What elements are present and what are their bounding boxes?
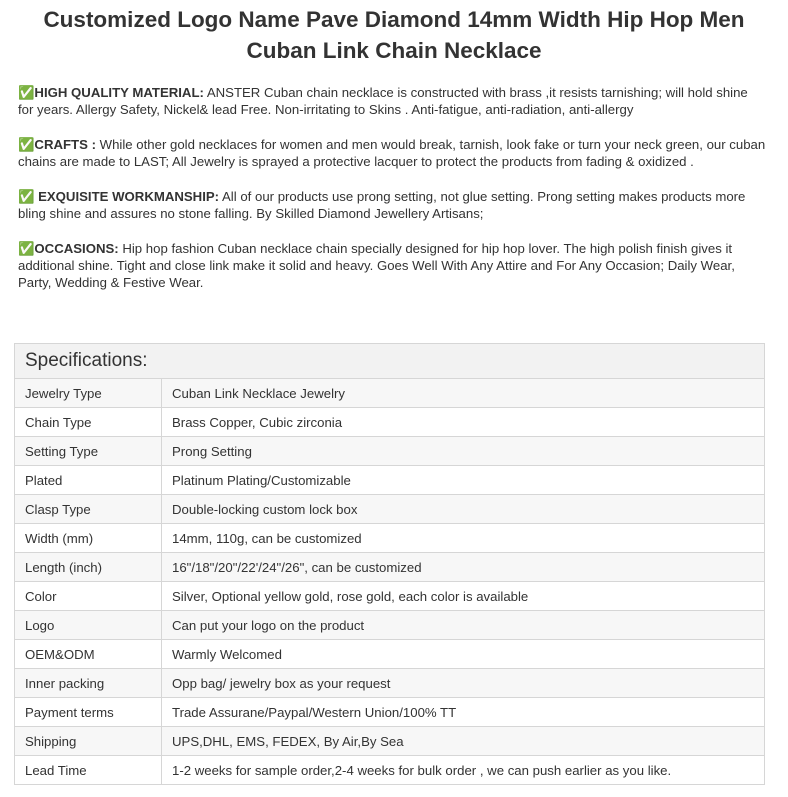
feature-item	[18, 136, 766, 170]
spec-table	[15, 379, 764, 784]
table-row	[15, 495, 764, 524]
spec-value: Platinum Plating/Customizable	[162, 466, 765, 495]
spec-key: Lead Time	[15, 756, 162, 785]
spec-value: UPS,DHL, EMS, FEDEX, By Air,By Sea	[162, 727, 765, 756]
table-row	[15, 437, 764, 466]
spec-key: Clasp Type	[15, 495, 162, 524]
spec-value: 1-2 weeks for sample order,2-4 weeks for bulk order , we can push earlier as you like.	[162, 756, 765, 785]
feature-heading: HIGH QUALITY MATERIAL:	[34, 85, 204, 100]
spec-key: Color	[15, 582, 162, 611]
feature-text: While other gold necklaces for women and men would break, tarnish, look fake or turn your neck green, our cuban chains are made to LAST; All Jewelry is sprayed a protective lacquer to protect the products from fading & oxidized .	[18, 137, 766, 169]
feature-text: ANSTER Cuban chain necklace is constructed with brass ,it resists tarnishing; will hold shine for years. Allergy Safety, Nickel& lead Free. Non-irritating to Skins . Anti-fatigue, anti-radiation, anti-allergy	[18, 85, 748, 117]
product-title: Customized Logo Name Pave Diamond 14mm Width Hip Hop Men Cuban Link Chain Necklace	[43, 7, 745, 63]
spec-key: Setting Type	[15, 437, 162, 466]
table-row	[15, 727, 764, 756]
feature-heading: EXQUISITE WORKMANSHIP:	[34, 189, 220, 204]
feature-text: Hip hop fashion Cuban necklace chain specially designed for hip hop lover. The high polish finish gives it additional shine. Tight and close link make it solid and heavy. Goes Well With Any Attire and For Any Occasion; Daily Wear, Party, Wedding & Festive Wear.	[18, 241, 735, 290]
table-row	[15, 582, 764, 611]
spec-key: Length (inch)	[15, 553, 162, 582]
feature-list	[18, 84, 766, 291]
spec-value: 14mm, 110g, can be customized	[162, 524, 765, 553]
spec-value: Silver, Optional yellow gold, rose gold, each color is available	[162, 582, 765, 611]
spec-value: Trade Assurane/Paypal/Western Union/100% TT	[162, 698, 765, 727]
table-row	[15, 669, 764, 698]
spec-value: Prong Setting	[162, 437, 765, 466]
feature-item	[18, 240, 766, 291]
spec-key: Width (mm)	[15, 524, 162, 553]
spec-key: Chain Type	[15, 408, 162, 437]
spec-key: Jewelry Type	[15, 379, 162, 408]
check-icon: ✅	[18, 241, 35, 256]
table-row	[15, 553, 764, 582]
feature-item	[18, 84, 766, 118]
spec-value: 16"/18"/20"/22'/24"/26", can be customized	[162, 553, 765, 582]
check-icon: ✅	[18, 137, 35, 152]
feature-item	[18, 188, 766, 222]
table-row	[15, 698, 764, 727]
table-row	[15, 379, 764, 408]
spec-key: Shipping	[15, 727, 162, 756]
check-icon: ✅	[18, 85, 35, 100]
spec-key: OEM&ODM	[15, 640, 162, 669]
feature-text: All of our products use prong setting, not glue setting. Prong setting makes products more bling shine and assures no stone falling. By Skilled Diamond Jewellery Artisans;	[18, 189, 746, 221]
spec-value: Cuban Link Necklace Jewelry	[162, 379, 765, 408]
spec-value: Warmly Welcomed	[162, 640, 765, 669]
table-row	[15, 756, 764, 785]
spec-value: Double-locking custom lock box	[162, 495, 765, 524]
table-row	[15, 524, 764, 553]
table-row	[15, 640, 764, 669]
spec-key: Payment terms	[15, 698, 162, 727]
table-row	[15, 408, 764, 437]
specifications-table	[14, 343, 765, 785]
spec-value: Can put your logo on the product	[162, 611, 765, 640]
feature-heading: OCCASIONS:	[34, 241, 119, 256]
specifications-heading: Specifications:	[15, 344, 764, 379]
check-icon: ✅	[18, 189, 35, 204]
table-row	[15, 611, 764, 640]
spec-key: Logo	[15, 611, 162, 640]
spec-value: Opp bag/ jewelry box as your request	[162, 669, 765, 698]
feature-heading: CRAFTS :	[34, 137, 96, 152]
spec-value: Brass Copper, Cubic zirconia	[162, 408, 765, 437]
spec-key: Inner packing	[15, 669, 162, 698]
spec-key: Plated	[15, 466, 162, 495]
table-row	[15, 466, 764, 495]
